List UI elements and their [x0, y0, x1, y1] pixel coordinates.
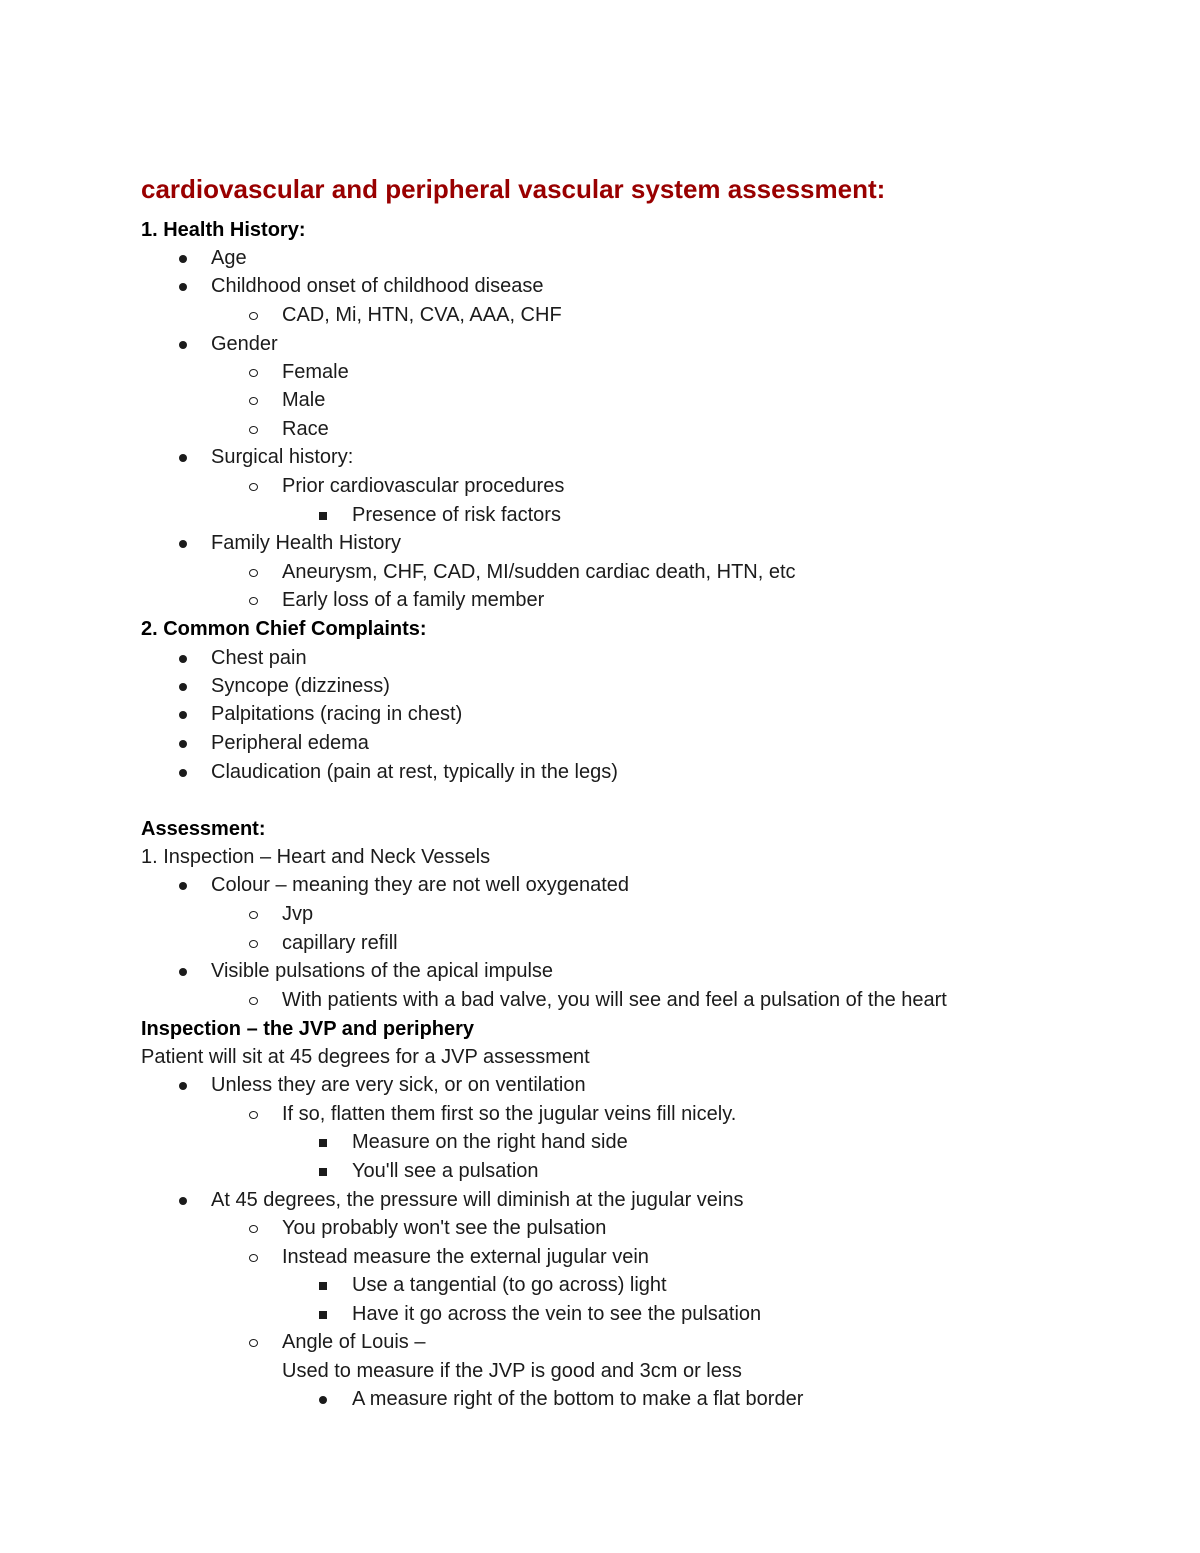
bullet-disc-icon — [179, 1082, 187, 1090]
bullet-circle-icon — [249, 369, 258, 377]
list-item: Surgical history: — [211, 446, 354, 468]
list-item: Female — [282, 361, 349, 383]
document-title: cardiovascular and peripheral vascular system assessment: — [141, 174, 886, 204]
list-item: Chest pain — [211, 647, 307, 669]
list-item: If so, flatten them first so the jugular veins fill nicely. — [282, 1103, 737, 1125]
bullet-square-icon — [319, 1282, 327, 1290]
list-item: Syncope (dizziness) — [211, 675, 390, 697]
list-item: Peripheral edema — [211, 732, 369, 754]
bullet-disc-icon — [179, 711, 187, 719]
list-item: Age — [211, 247, 247, 269]
bullet-circle-icon — [249, 911, 258, 919]
bullet-disc-icon — [179, 540, 187, 548]
list-item: Claudication (pain at rest, typically in the legs) — [211, 761, 618, 783]
list-item: Visible pulsations of the apical impulse — [211, 960, 554, 982]
bullet-square-icon — [319, 1311, 327, 1319]
section-heading: 2. Common Chief Complaints: — [141, 618, 427, 640]
bullet-disc-icon — [179, 882, 187, 890]
list-item: Have it go across the vein to see the pulsation — [352, 1303, 762, 1325]
list-item: CAD, Mi, HTN, CVA, AAA, CHF — [282, 304, 562, 326]
list-item: Colour – meaning they are not well oxygenated — [211, 874, 630, 896]
bullet-disc-icon — [319, 1396, 327, 1404]
list-item: Race — [282, 418, 329, 440]
bullet-circle-icon — [249, 397, 258, 405]
list-item: Jvp — [282, 903, 314, 925]
bullet-disc-icon — [179, 655, 187, 663]
section-heading: Inspection – the JVP and periphery — [141, 1018, 475, 1040]
list-item: With patients with a bad valve, you will see and feel a pulsation of the heart — [282, 989, 947, 1011]
list-item: Angle of Louis – — [282, 1331, 426, 1353]
list-item: Childhood onset of childhood disease — [211, 275, 544, 297]
bullet-circle-icon — [249, 426, 258, 434]
list-item: Gender — [211, 333, 278, 355]
bullet-circle-icon — [249, 1254, 258, 1262]
bullet-disc-icon — [179, 1197, 187, 1205]
list-item: You'll see a pulsation — [352, 1160, 539, 1182]
bullet-disc-icon — [179, 683, 187, 691]
list-item: Measure on the right hand side — [352, 1131, 628, 1153]
list-item: capillary refill — [282, 932, 398, 954]
list-item: Unless they are very sick, or on ventilation — [211, 1074, 586, 1096]
bullet-circle-icon — [249, 1111, 258, 1119]
bullet-circle-icon — [249, 597, 258, 605]
bullet-circle-icon — [249, 940, 258, 948]
section-heading: Assessment: — [141, 818, 266, 840]
list-item: You probably won't see the pulsation — [282, 1217, 607, 1239]
list-item: Patient will sit at 45 degrees for a JVP assessment — [141, 1046, 590, 1068]
bullet-circle-icon — [249, 569, 258, 577]
list-item: At 45 degrees, the pressure will diminish at the jugular veins — [211, 1189, 744, 1211]
list-item: Use a tangential (to go across) light — [352, 1274, 667, 1296]
list-item: Aneurysm, CHF, CAD, MI/sudden cardiac death, HTN, etc — [282, 561, 796, 583]
bullet-circle-icon — [249, 1225, 258, 1233]
bullet-circle-icon — [249, 483, 258, 491]
bullet-circle-icon — [249, 997, 258, 1005]
list-item: Family Health History — [211, 532, 402, 554]
bullet-circle-icon — [249, 1339, 258, 1347]
bullet-circle-icon — [249, 312, 258, 320]
bullet-square-icon — [319, 1139, 327, 1147]
section-heading: 1. Health History: — [141, 219, 306, 241]
bullet-disc-icon — [179, 740, 187, 748]
list-item: Early loss of a family member — [282, 589, 545, 611]
bullet-square-icon — [319, 512, 327, 520]
bullet-disc-icon — [179, 769, 187, 777]
bullet-disc-icon — [179, 341, 187, 349]
bullet-square-icon — [319, 1168, 327, 1176]
list-item: Prior cardiovascular procedures — [282, 475, 565, 497]
bullet-disc-icon — [179, 283, 187, 291]
bullet-disc-icon — [179, 968, 187, 976]
list-item: Male — [282, 389, 326, 411]
bullet-disc-icon — [179, 255, 187, 263]
list-item: A measure right of the bottom to make a flat border — [352, 1388, 804, 1410]
list-item: Used to measure if the JVP is good and 3cm or less — [282, 1360, 742, 1382]
list-item: 1. Inspection – Heart and Neck Vessels — [141, 846, 491, 868]
list-item: Palpitations (racing in chest) — [211, 703, 463, 725]
bullet-disc-icon — [179, 454, 187, 462]
list-item: Instead measure the external jugular vein — [282, 1246, 649, 1268]
list-item: Presence of risk factors — [352, 504, 561, 526]
